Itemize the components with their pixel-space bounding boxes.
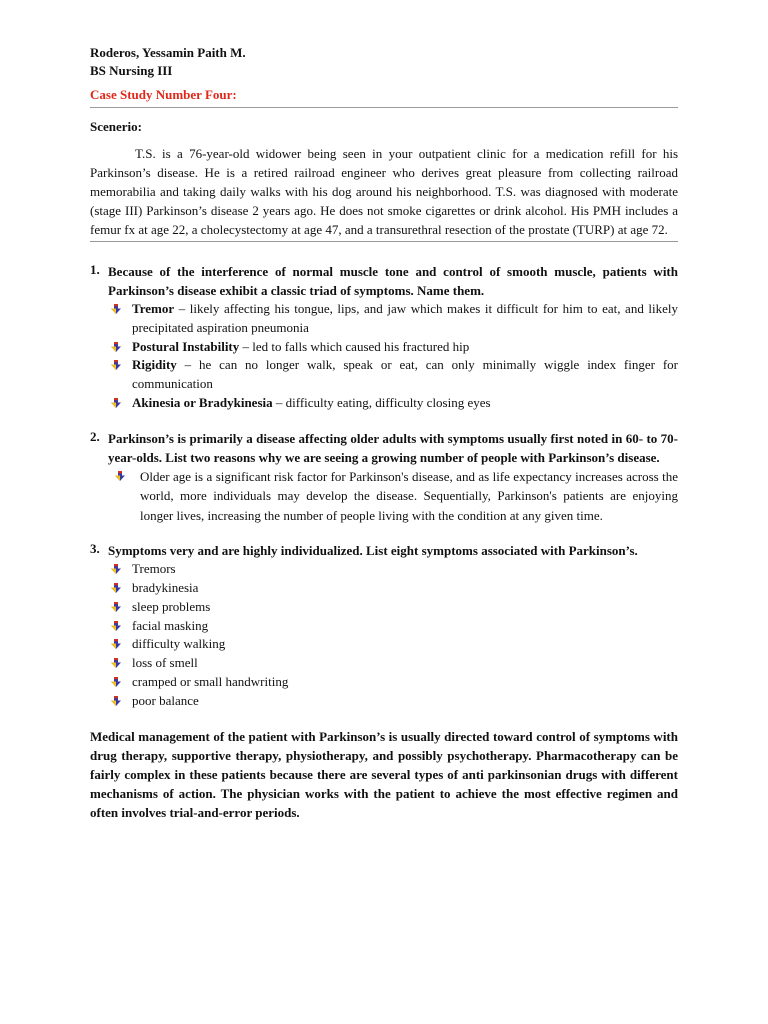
answer-detail: cramped or small handwriting [132, 674, 289, 690]
question-number: 3. [90, 541, 100, 557]
answer-text [132, 692, 678, 711]
questions-list [90, 262, 678, 711]
answer-detail: sleep problems [132, 598, 211, 614]
author-name: Roderos, Yessamin Paith M. [90, 45, 246, 60]
closing-paragraph: Medical management of the patient with Parkinson’s is usually directed toward control of symptoms with drug therapy, supportive therapy, physiotherapy, and possibly psychotherapy. Pharmacotherapy can be fairly complex in these patients because there are several types of anti parkinsonian drugs with different mechanisms of action. The physician works with the patient to achieve the most effective regimen and often involves trial-and-error periods. [90, 728, 678, 820]
arrow-bullet-icon [90, 617, 132, 636]
answer-detail: bradykinesia [132, 580, 199, 596]
arrow-bullet-icon [90, 467, 136, 526]
answer-text [132, 338, 678, 357]
answer-text [132, 560, 678, 579]
answer-term: Akinesia or Bradykinesia [132, 394, 273, 410]
answer-list [90, 560, 678, 710]
question-block [90, 541, 678, 710]
arrow-bullet-icon [90, 579, 132, 598]
answer-item [90, 654, 678, 673]
answer-detail: loss of smell [132, 655, 198, 671]
case-title: Case Study Number Four: [90, 87, 237, 102]
answer-text [132, 394, 678, 413]
answer-item [90, 394, 678, 413]
answer-item [90, 598, 678, 617]
answer-text [132, 673, 678, 692]
answer-item [90, 692, 678, 711]
answer-item [90, 579, 678, 598]
answer-text [132, 635, 678, 654]
arrow-bullet-icon [90, 356, 132, 394]
answer-text [132, 300, 678, 338]
question-row [90, 429, 678, 467]
answer-detail: – he can no longer walk, speak or eat, can only minimally wiggle index finger for communication [132, 357, 678, 392]
question-number: 1. [90, 262, 100, 277]
question-text: Because of the interference of normal muscle tone and control of smooth muscle, patients with Parkinson’s disease exhibit a classic triad of symptoms. Name them. [108, 264, 678, 298]
answer-detail: Tremors [132, 561, 176, 577]
answer-text [132, 617, 678, 636]
answer-detail: – likely affecting his tongue, lips, and jaw which makes it difficult for him to eat, and likely precipitated aspiration pneumonia [132, 301, 678, 335]
answer-item [90, 635, 678, 654]
arrow-bullet-icon [90, 394, 132, 413]
arrow-bullet-icon [90, 673, 132, 692]
scenario-text: T.S. is a 76-year-old widower being seen in your outpatient clinic for a medication refill for his Parkinson’s disease. He is a retired railroad engineer who derives great pleasure from collecting railroad memorabilia and taking daily walks with his dog around his neighborhood. T.S. was diagnosed with moderate (stage III) Parkinson’s disease 2 years ago. He does not smoke cigarettes or drink alcohol. His PMH includes a femur fx at age 22, a cholecystectomy at age 47, and a transurethral resection of the prostate (TURP) at age 72. [90, 146, 678, 237]
answer-list [90, 467, 678, 526]
arrow-bullet-icon [90, 560, 132, 579]
answer-detail: Older age is a significant risk factor for Parkinson's disease, and as life expectancy increases across the world, more individuals may develop the disease. Sequentially, Parkinson's patients are enjoying longer lives, increasing the number of people living with the condition at any given time. [140, 468, 678, 523]
course-label: BS Nursing III [90, 63, 173, 78]
arrow-bullet-icon [90, 635, 132, 654]
answer-detail: facial masking [132, 617, 209, 633]
question-row [90, 262, 678, 300]
answer-item [90, 560, 678, 579]
question-block [90, 429, 678, 526]
answer-item [90, 673, 678, 692]
answer-term: Postural Instability [132, 338, 240, 354]
answer-text [132, 654, 678, 673]
arrow-bullet-icon [90, 654, 132, 673]
answer-text [136, 467, 678, 526]
arrow-bullet-icon [90, 598, 132, 617]
question-number: 2. [90, 428, 100, 444]
answer-detail: – difficulty eating, difficulty closing eyes [272, 394, 491, 410]
arrow-bullet-icon [90, 692, 132, 711]
answer-list [90, 300, 678, 413]
answer-term: Rigidity [132, 357, 177, 373]
answer-detail: poor balance [132, 692, 199, 708]
divider-scenario [90, 241, 678, 242]
answer-text [132, 598, 678, 617]
answer-detail: – led to falls which caused his fractured hip [239, 338, 470, 354]
answer-item [90, 467, 678, 526]
question-text: Symptoms very and are highly individualized. List eight symptoms associated with Parkinson’s. [108, 543, 638, 559]
answer-item [90, 356, 678, 394]
answer-text [132, 356, 678, 394]
question-text: Parkinson’s is primarily a disease affecting older adults with symptoms usually first noted in 60- to 70-year-olds. List two reasons why we are seeing a growing number of people with Parkinson’s disease. [108, 430, 678, 465]
answer-item [90, 617, 678, 636]
arrow-bullet-icon [90, 338, 132, 357]
divider-top [90, 107, 678, 108]
answer-detail: difficulty walking [132, 636, 226, 652]
answer-text [132, 579, 678, 598]
answer-item [90, 300, 678, 338]
question-row [90, 541, 678, 560]
answer-item [90, 338, 678, 357]
scenario-heading: Scenerio: [90, 119, 142, 134]
arrow-bullet-icon [90, 300, 132, 338]
question-block [90, 262, 678, 413]
answer-term: Tremor [132, 301, 175, 316]
